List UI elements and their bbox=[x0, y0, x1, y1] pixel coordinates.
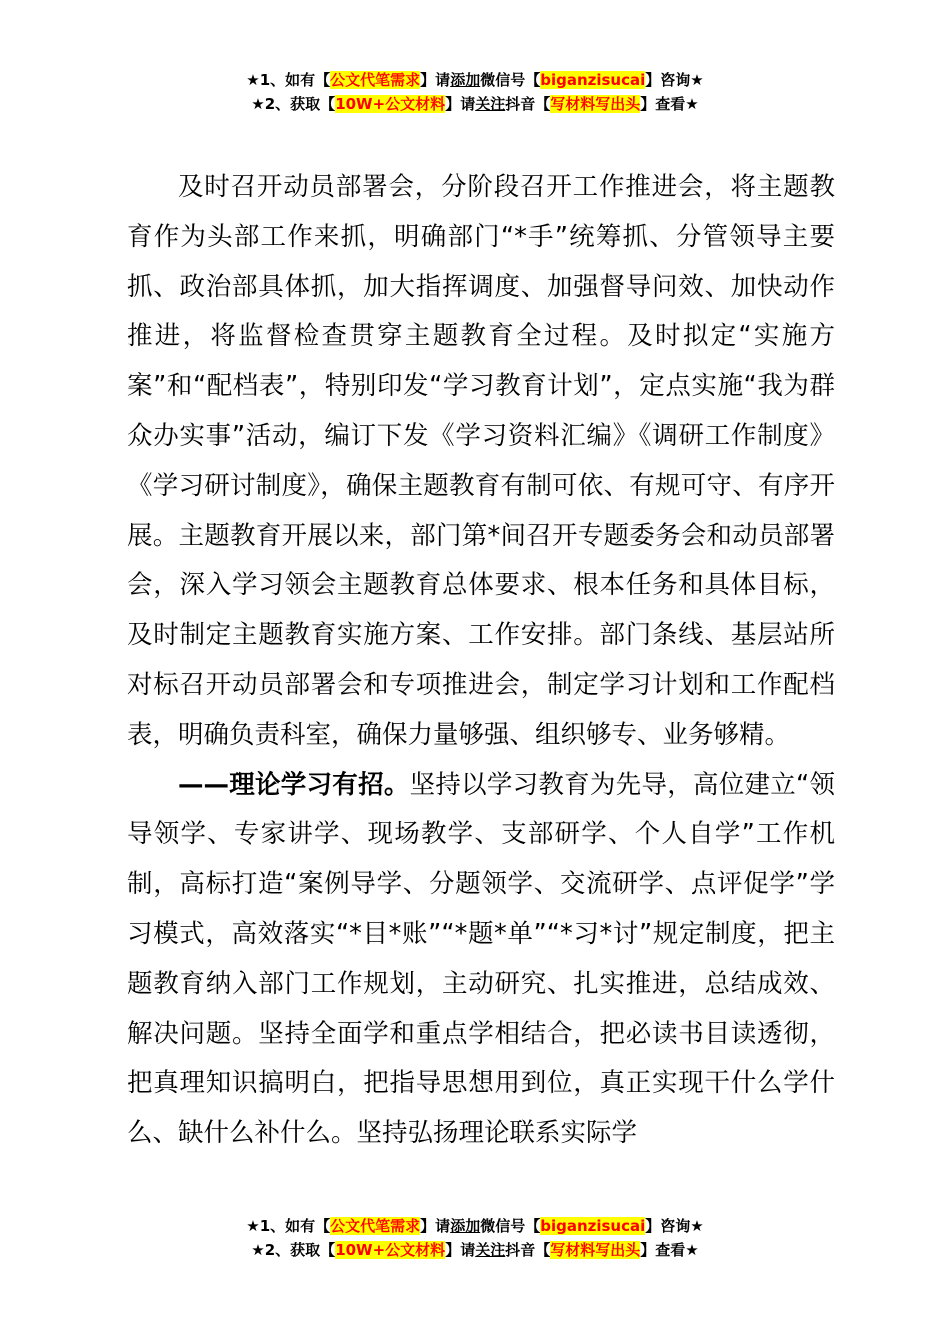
banner-text: 】查看★ bbox=[640, 1241, 699, 1259]
banner-highlight: 10W+公文材料 bbox=[335, 1241, 446, 1259]
banner-text: 】咨询★ bbox=[645, 71, 704, 89]
banner-wechat-id: biganzisucai bbox=[540, 1217, 646, 1235]
banner-text: 】请 bbox=[445, 95, 476, 113]
banner-text: 微信号【 bbox=[480, 71, 541, 89]
paragraph-2-text: 坚持以学习教育为先导，高位建立“领导领学、专家讲学、现场教学、支部研学、个人自学”工作机制，高标打造“案例导学、分题领学、交流研学、点评促学”学习模式，高效落实“*目*账”“*题*单”“*习*讨”规定制度，把主题教育纳入部门工作规划，主动研究、扎实推进，总结成效、解决问题。坚持全面学和重点学相结合，把必读书目读透彻，把真理知识搞明白，把指导思想用到位，真正实现干什么学什么、缺什么补什么。坚持弘扬理论联系实际学 bbox=[127, 769, 835, 1149]
banner-underline: 关注 bbox=[475, 95, 506, 113]
banner-text: ★2、获取【 bbox=[251, 1241, 336, 1259]
banner-text: 微信号【 bbox=[480, 1217, 541, 1235]
banner-text: ★1、如有【 bbox=[246, 1217, 331, 1235]
banner-text: 】请 bbox=[420, 71, 451, 89]
banner-highlight: 公文代笔需求 bbox=[330, 1217, 421, 1235]
banner-text: ★2、获取【 bbox=[251, 95, 336, 113]
banner-underline: 添加 bbox=[450, 1217, 481, 1235]
banner-text: 抖音【 bbox=[505, 1241, 551, 1259]
paragraph-2 bbox=[127, 761, 835, 1159]
banner-text: 】查看★ bbox=[640, 95, 699, 113]
banner-line-1 bbox=[0, 68, 950, 92]
banner-douyin-account: 写材料写出头 bbox=[550, 1241, 641, 1259]
banner-text: 抖音【 bbox=[505, 95, 551, 113]
banner-text: 】咨询★ bbox=[645, 1217, 704, 1235]
document-body bbox=[127, 163, 835, 1159]
banner-text: 】请 bbox=[420, 1217, 451, 1235]
banner-underline: 关注 bbox=[475, 1241, 506, 1259]
footer-banner bbox=[0, 1214, 950, 1262]
banner-wechat-id: biganzisucai bbox=[540, 71, 646, 89]
banner-douyin-account: 写材料写出头 bbox=[550, 95, 641, 113]
paragraph-1: 及时召开动员部署会，分阶段召开工作推进会，将主题教育作为头部工作来抓，明确部门“*手”统筹抓、分管领导主要抓、政治部具体抓，加大指挥调度、加强督导问效、加快动作推进，将监督检查贯穿主题教育全过程。及时拟定“实施方案”和“配档表”，特别印发“学习教育计划”，定点实施“我为群众办实事”活动，编订下发《学习资料汇编》《调研工作制度》《学习研讨制度》，确保主题教育有制可依、有规可守、有序开展。主题教育开展以来，部门第*间召开专题委务会和动员部署会，深入学习领会主题教育总体要求、根本任务和具体目标，及时制定主题教育实施方案、工作安排。部门条线、基层站所对标召开动员部署会和专项推进会，制定学习计划和工作配档表，明确负责科室，确保力量够强、组织够专、业务够精。 bbox=[127, 172, 835, 750]
banner-underline: 添加 bbox=[450, 71, 481, 89]
banner-highlight: 公文代笔需求 bbox=[330, 71, 421, 89]
banner-line-2 bbox=[0, 92, 950, 116]
banner-line-2 bbox=[0, 1238, 950, 1262]
banner-highlight: 10W+公文材料 bbox=[335, 95, 446, 113]
banner-text: ★1、如有【 bbox=[246, 71, 331, 89]
header-banner bbox=[0, 68, 950, 116]
banner-line-1 bbox=[0, 1214, 950, 1238]
section-heading: ——理论学习有招。 bbox=[178, 769, 410, 800]
banner-text: 】请 bbox=[445, 1241, 476, 1259]
